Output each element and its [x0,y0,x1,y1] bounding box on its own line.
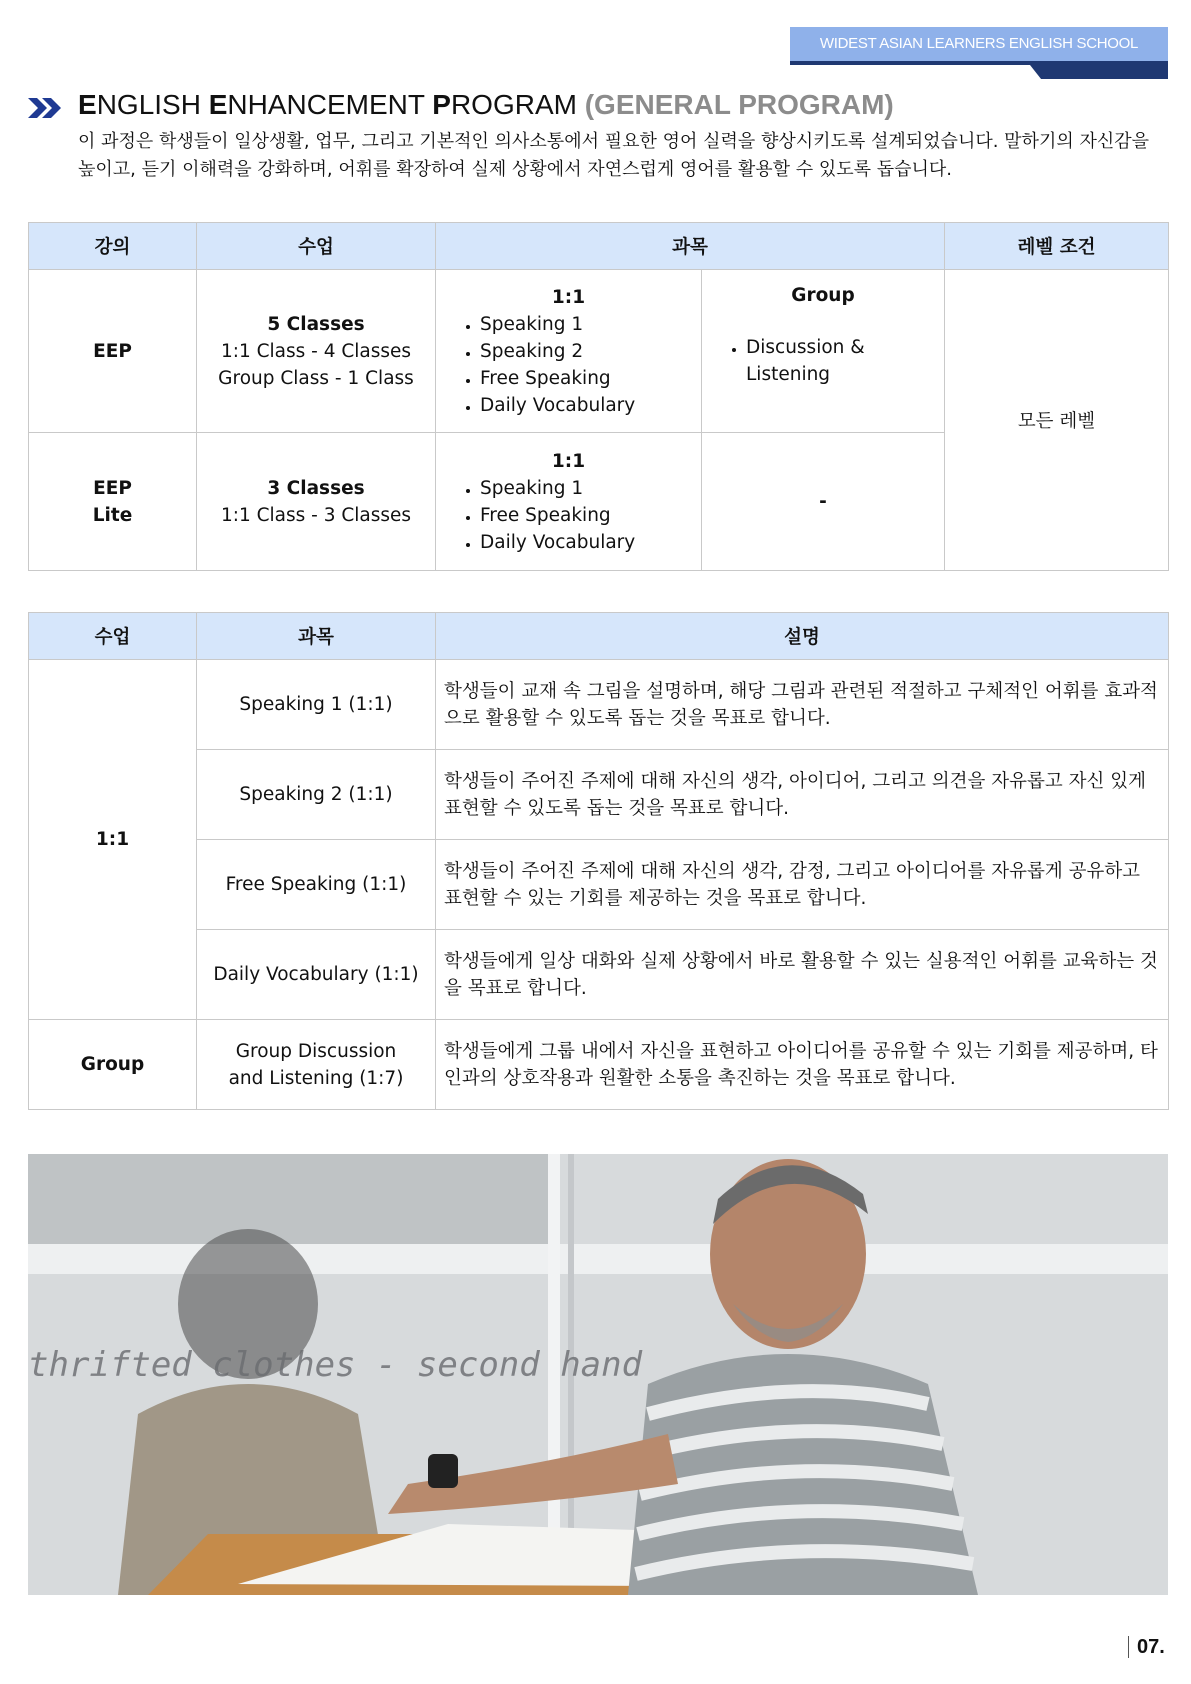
subject-name: Group Discussion and Listening (1:7) [197,1020,436,1110]
classroom-photo [28,1154,1168,1595]
page-title: ENGLISH ENHANCEMENT PROGRAM (GENERAL PROGRAM) [78,89,894,120]
table-row [29,750,1169,840]
header-level: 레벨 조건 [945,223,1169,270]
list-item: • Speaking 1 [480,311,701,338]
header-course: 강의 [29,223,197,270]
list-item: • Speaking 2 [480,338,701,365]
school-name: WIDEST ASIAN LEARNERS ENGLISH SCHOOL [790,27,1168,61]
list-item: • Daily Vocabulary [480,529,701,556]
program-table [28,222,1169,571]
intro-paragraph: 이 과정은 학생들이 일상생활, 업무, 그리고 기본적인 의사소통에서 필요한 영어 실력을 향상시키도록 설계되었습니다. 말하기의 자신감을 높이고, 듣기 이해력을 강화하며, 어휘를 확장하여 실제 상황에서 자연스럽게 영어를 활용할 수 있도록 돕습니다. [78,131,1149,180]
list-item: • Free Speaking [480,365,701,392]
list-item: • Discussion & Listening [746,334,914,388]
group-subjects: Group • Discussion & Listening [702,270,945,433]
header-banner [790,27,1168,65]
one-on-one-subjects: 1:1 • Speaking 1 • Speaking 2 • Free Speaking • Daily Vocabulary [436,270,702,433]
subject-name: Speaking 1 (1:1) [197,660,436,750]
one-on-one-subjects: 1:1 • Speaking 1 • Free Speaking • Daily Vocabulary [436,433,702,571]
class-type-group: Group [29,1020,197,1110]
table-row [29,840,1169,930]
list-item: • Free Speaking [480,502,701,529]
class-type-one-on-one: 1:1 [29,660,197,1020]
table-row [29,930,1169,1020]
subject-description: 학생들에게 그룹 내에서 자신을 표현하고 아이디어를 공유할 수 있는 기회를 제공하며, 타인과의 상호작용과 원활한 소통을 촉진하는 것을 목표로 합니다. [436,1020,1169,1110]
subject-description: 학생들이 주어진 주제에 대해 자신의 생각, 감정, 그리고 아이디어를 자유롭게 공유하고 표현할 수 있는 기회를 제공하는 것을 목표로 합니다. [436,840,1169,930]
subject-name: Free Speaking (1:1) [197,840,436,930]
course-name: EEP Lite [29,433,197,571]
board-text: thrifted clothes - second hand [28,1345,643,1385]
table-row [29,1020,1169,1110]
header-classes: 수업 [197,223,436,270]
class-count: 5 Classes 1:1 Class - 4 Classes Group Class - 1 Class [197,270,436,433]
level-requirement: 모든 레벨 [945,270,1169,571]
header-subject: 과목 [197,613,436,660]
course-name: EEP [29,270,197,433]
table-row [29,270,1169,433]
subject-description: 학생들이 주어진 주제에 대해 자신의 생각, 아이디어, 그리고 의견을 자유롭고 자신 있게 표현할 수 있도록 돕는 것을 목표로 합니다. [436,750,1169,840]
header-subjects: 과목 [436,223,945,270]
header-description: 설명 [436,613,1169,660]
header-class-type: 수업 [29,613,197,660]
class-count: 3 Classes 1:1 Class - 3 Classes [197,433,436,571]
list-item: • Speaking 1 [480,475,701,502]
description-table [28,612,1169,1110]
photo-illustration [28,1154,1168,1595]
table-row [29,660,1169,750]
subject-description: 학생들에게 일상 대화와 실제 상황에서 바로 활용할 수 있는 실용적인 어휘를 교육하는 것을 목표로 합니다. [436,930,1169,1020]
banner-accent [1030,65,1168,79]
subject-description: 학생들이 교재 속 그림을 설명하며, 해당 그림과 관련된 적절하고 구체적인 어휘를 효과적으로 활용할 수 있도록 돕는 것을 목표로 합니다. [436,660,1169,750]
double-chevron-icon [28,94,68,122]
title-subtitle: (GENERAL PROGRAM) [584,89,894,120]
page-number: 07. [1128,1636,1165,1658]
list-item: • Daily Vocabulary [480,392,701,419]
subject-name: Daily Vocabulary (1:1) [197,930,436,1020]
group-subjects-empty: - [702,433,945,571]
subject-name: Speaking 2 (1:1) [197,750,436,840]
